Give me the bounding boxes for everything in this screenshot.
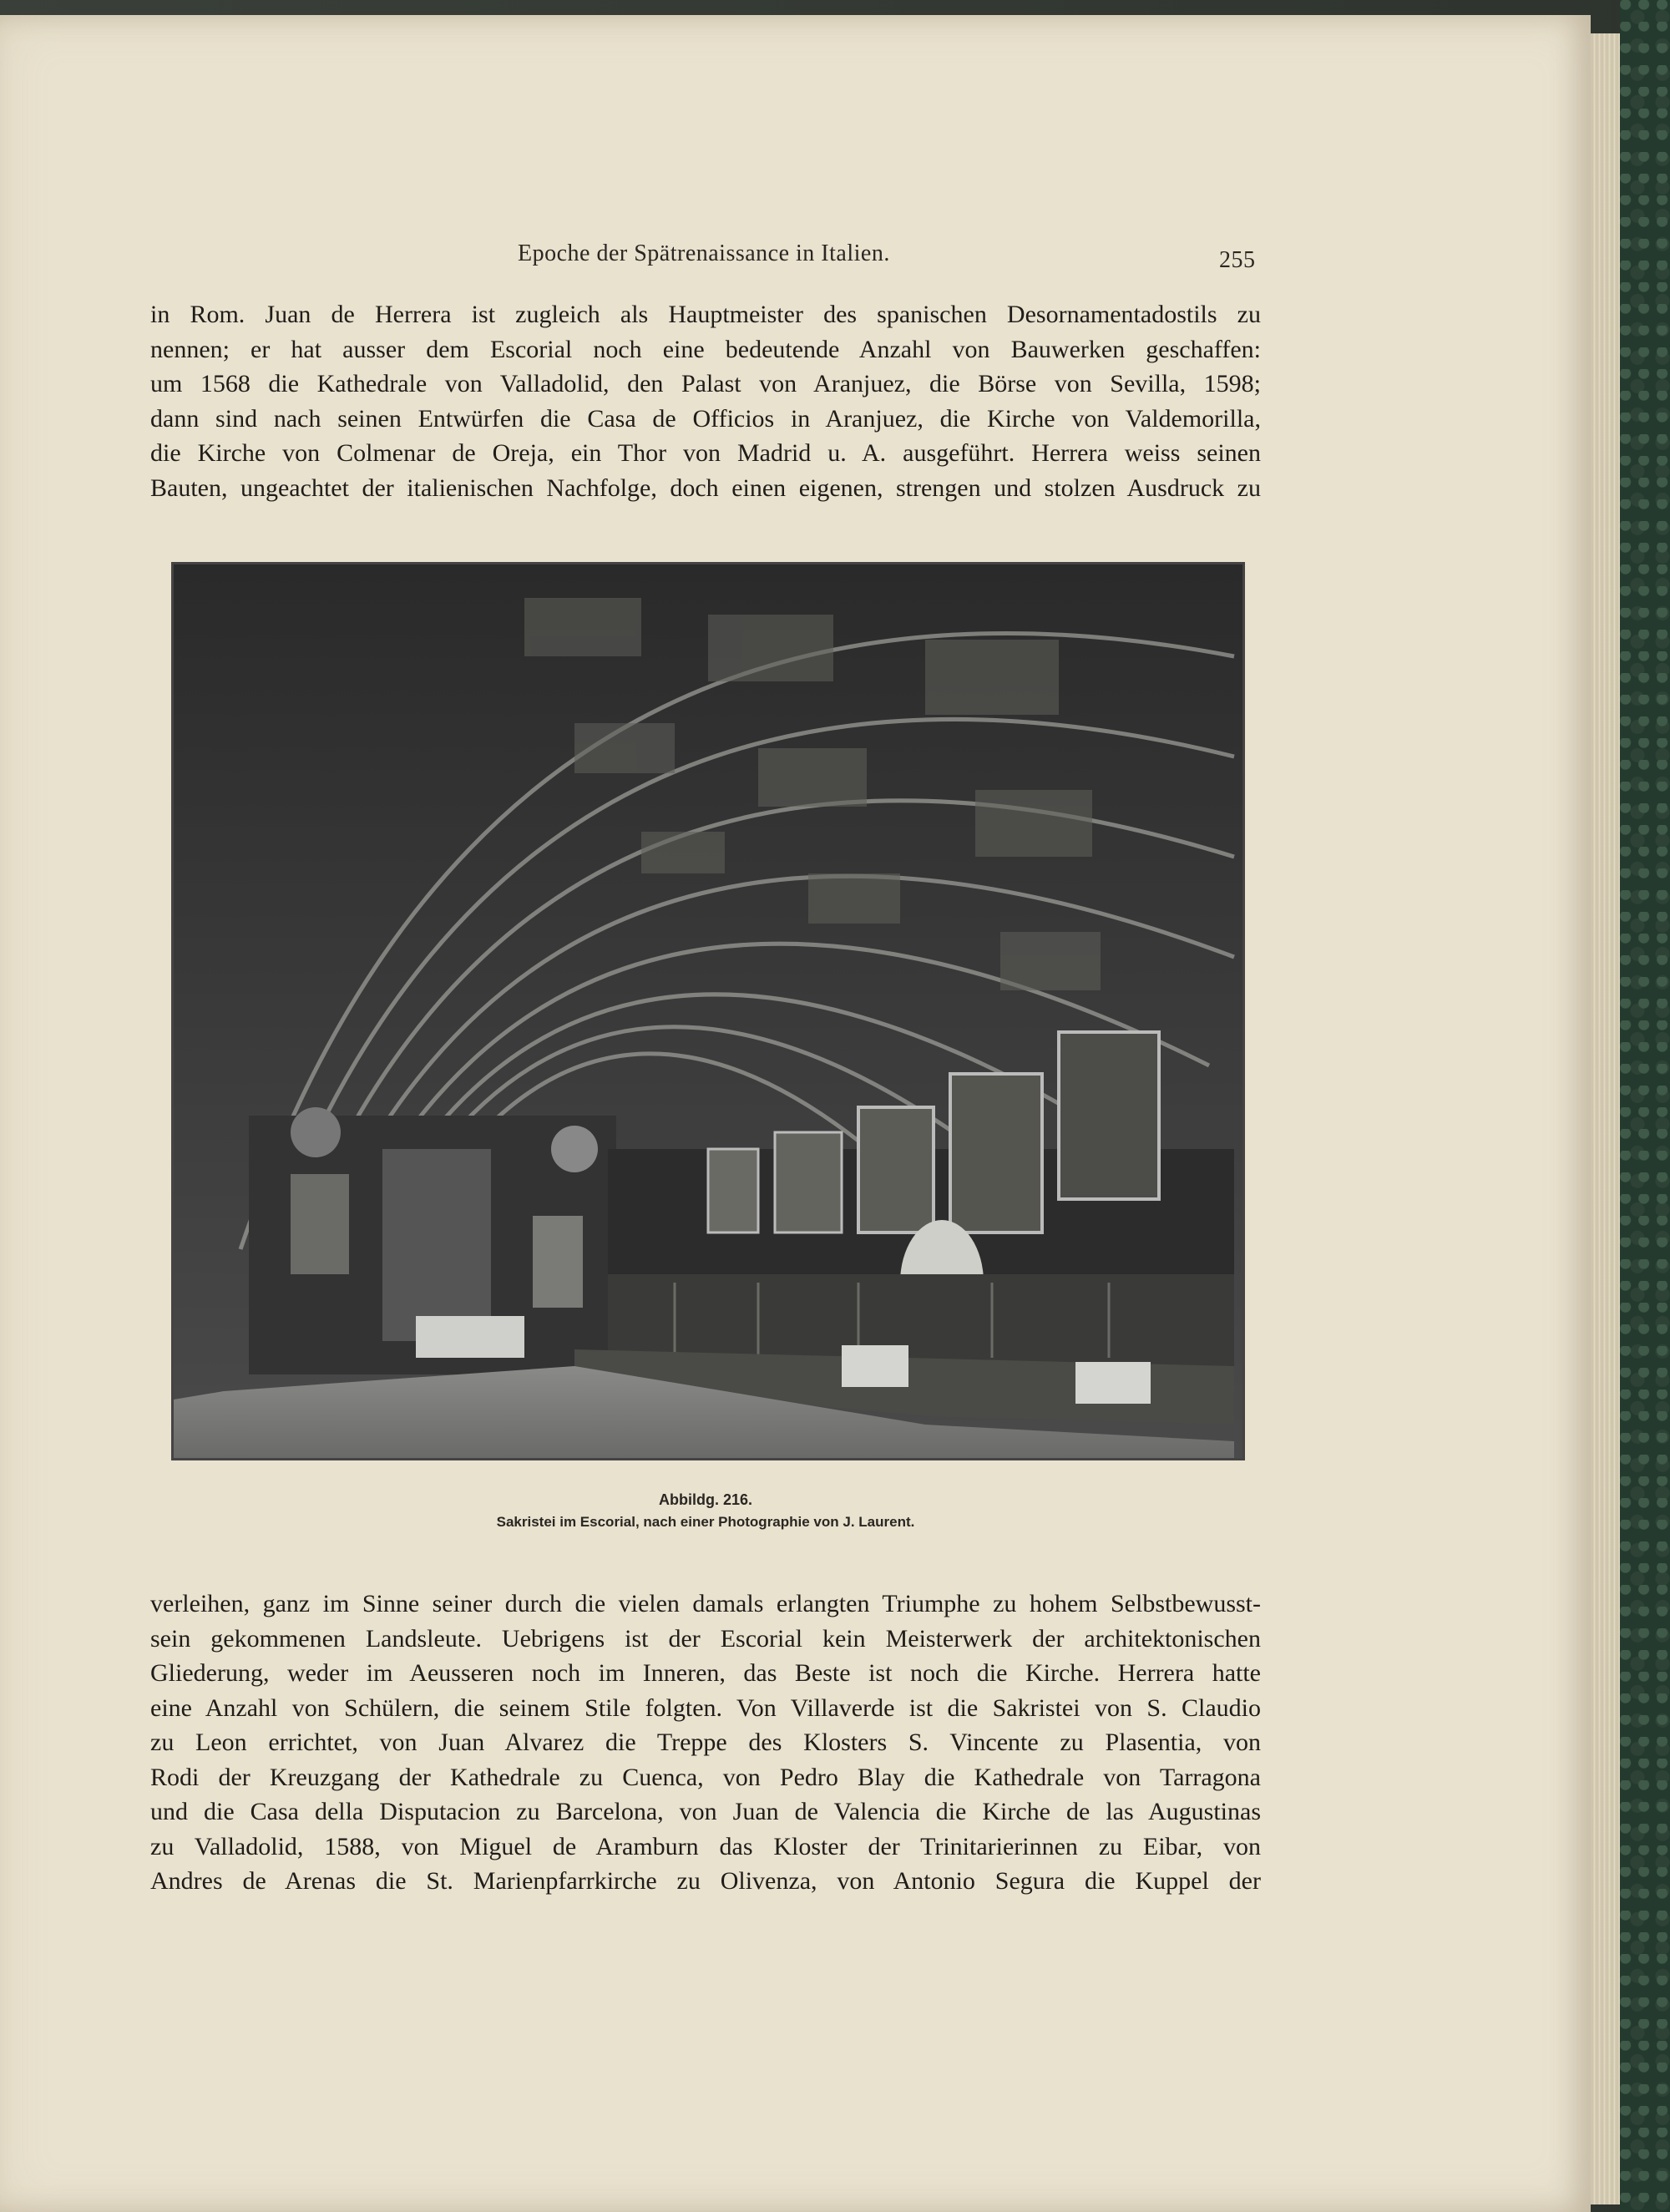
text-line: sein gekommenen Landsleute. Uebrigens ist der Escorial kein Meisterwerk der architektonischen bbox=[150, 1624, 1261, 1653]
text-line: Rodi der Kreuzgang der Kathedrale zu Cuenca, von Pedro Blay die Kathedrale von Tarragona bbox=[150, 1763, 1261, 1791]
paragraph-top bbox=[150, 297, 1261, 505]
text-line: nennen; er hat ausser dem Escorial noch eine bedeutende Anzahl von Bauwerken geschaffen: bbox=[150, 335, 1261, 363]
figure-label: Abbildg. 216. bbox=[658, 1491, 753, 1508]
book-cover-edge bbox=[1620, 0, 1670, 2212]
text-line: Bauten, ungeachtet der italienischen Nachfolge, doch einen eigenen, strengen und stolzen Ausdruck zu bbox=[150, 473, 1261, 502]
text-line: in Rom. Juan de Herrera ist zugleich als Hauptmeister des spanischen Desornamentadostils zu bbox=[150, 301, 1261, 328]
text-line: zu Valladolid, 1588, von Miguel de Aramburn das Kloster der Trinitarierinnen zu Eibar, von bbox=[150, 1832, 1261, 1860]
text-line: verleihen, ganz im Sinne seiner durch die vielen damals erlangten Triumphe zu hohem Selbstbewusst- bbox=[150, 1590, 1261, 1617]
sacristy-engraving bbox=[174, 564, 1242, 1458]
text-line: eine Anzahl von Schülern, die seinem Stile folgten. Von Villaverde ist die Sakristei von S. Claudio bbox=[150, 1693, 1261, 1722]
figure-photograph-sacristy bbox=[171, 562, 1245, 1460]
text-line: um 1568 die Kathedrale von Valladolid, den Palast von Aranjuez, die Börse von Sevilla, 1598; bbox=[150, 370, 1261, 397]
paragraph-bottom bbox=[150, 1587, 1261, 1899]
text-line: und die Casa della Disputacion zu Barcelona, von Juan de Valencia die Kirche de las Augustinas bbox=[150, 1798, 1261, 1825]
text-line: Andres de Arenas die St. Marienpfarrkirche zu Olivenza, von Antonio Segura die Kuppel der bbox=[150, 1867, 1261, 1895]
book-page bbox=[0, 15, 1591, 2212]
page-number: 255 bbox=[1219, 247, 1256, 273]
text-line: dann sind nach seinen Entwürfen die Casa de Officios in Aranjuez, die Kirche von Valdemorilla, bbox=[150, 404, 1261, 433]
text-line: die Kirche von Colmenar de Oreja, ein Thor von Madrid u. A. ausgeführt. Herrera weiss seinen bbox=[150, 439, 1261, 467]
text-line: zu Leon errichtet, von Juan Alvarez die Treppe des Klosters S. Vincente zu Plasentia, von bbox=[150, 1729, 1261, 1756]
figure-caption: Sakristei im Escorial, nach einer Photographie von J. Laurent. bbox=[496, 1514, 915, 1530]
running-title: Epoche der Spätrenaissance in Italien. bbox=[518, 240, 890, 266]
text-line: Gliederung, weder im Aeusseren noch im Inneren, das Beste ist noch die Kirche. Herrera hatte bbox=[150, 1659, 1261, 1687]
